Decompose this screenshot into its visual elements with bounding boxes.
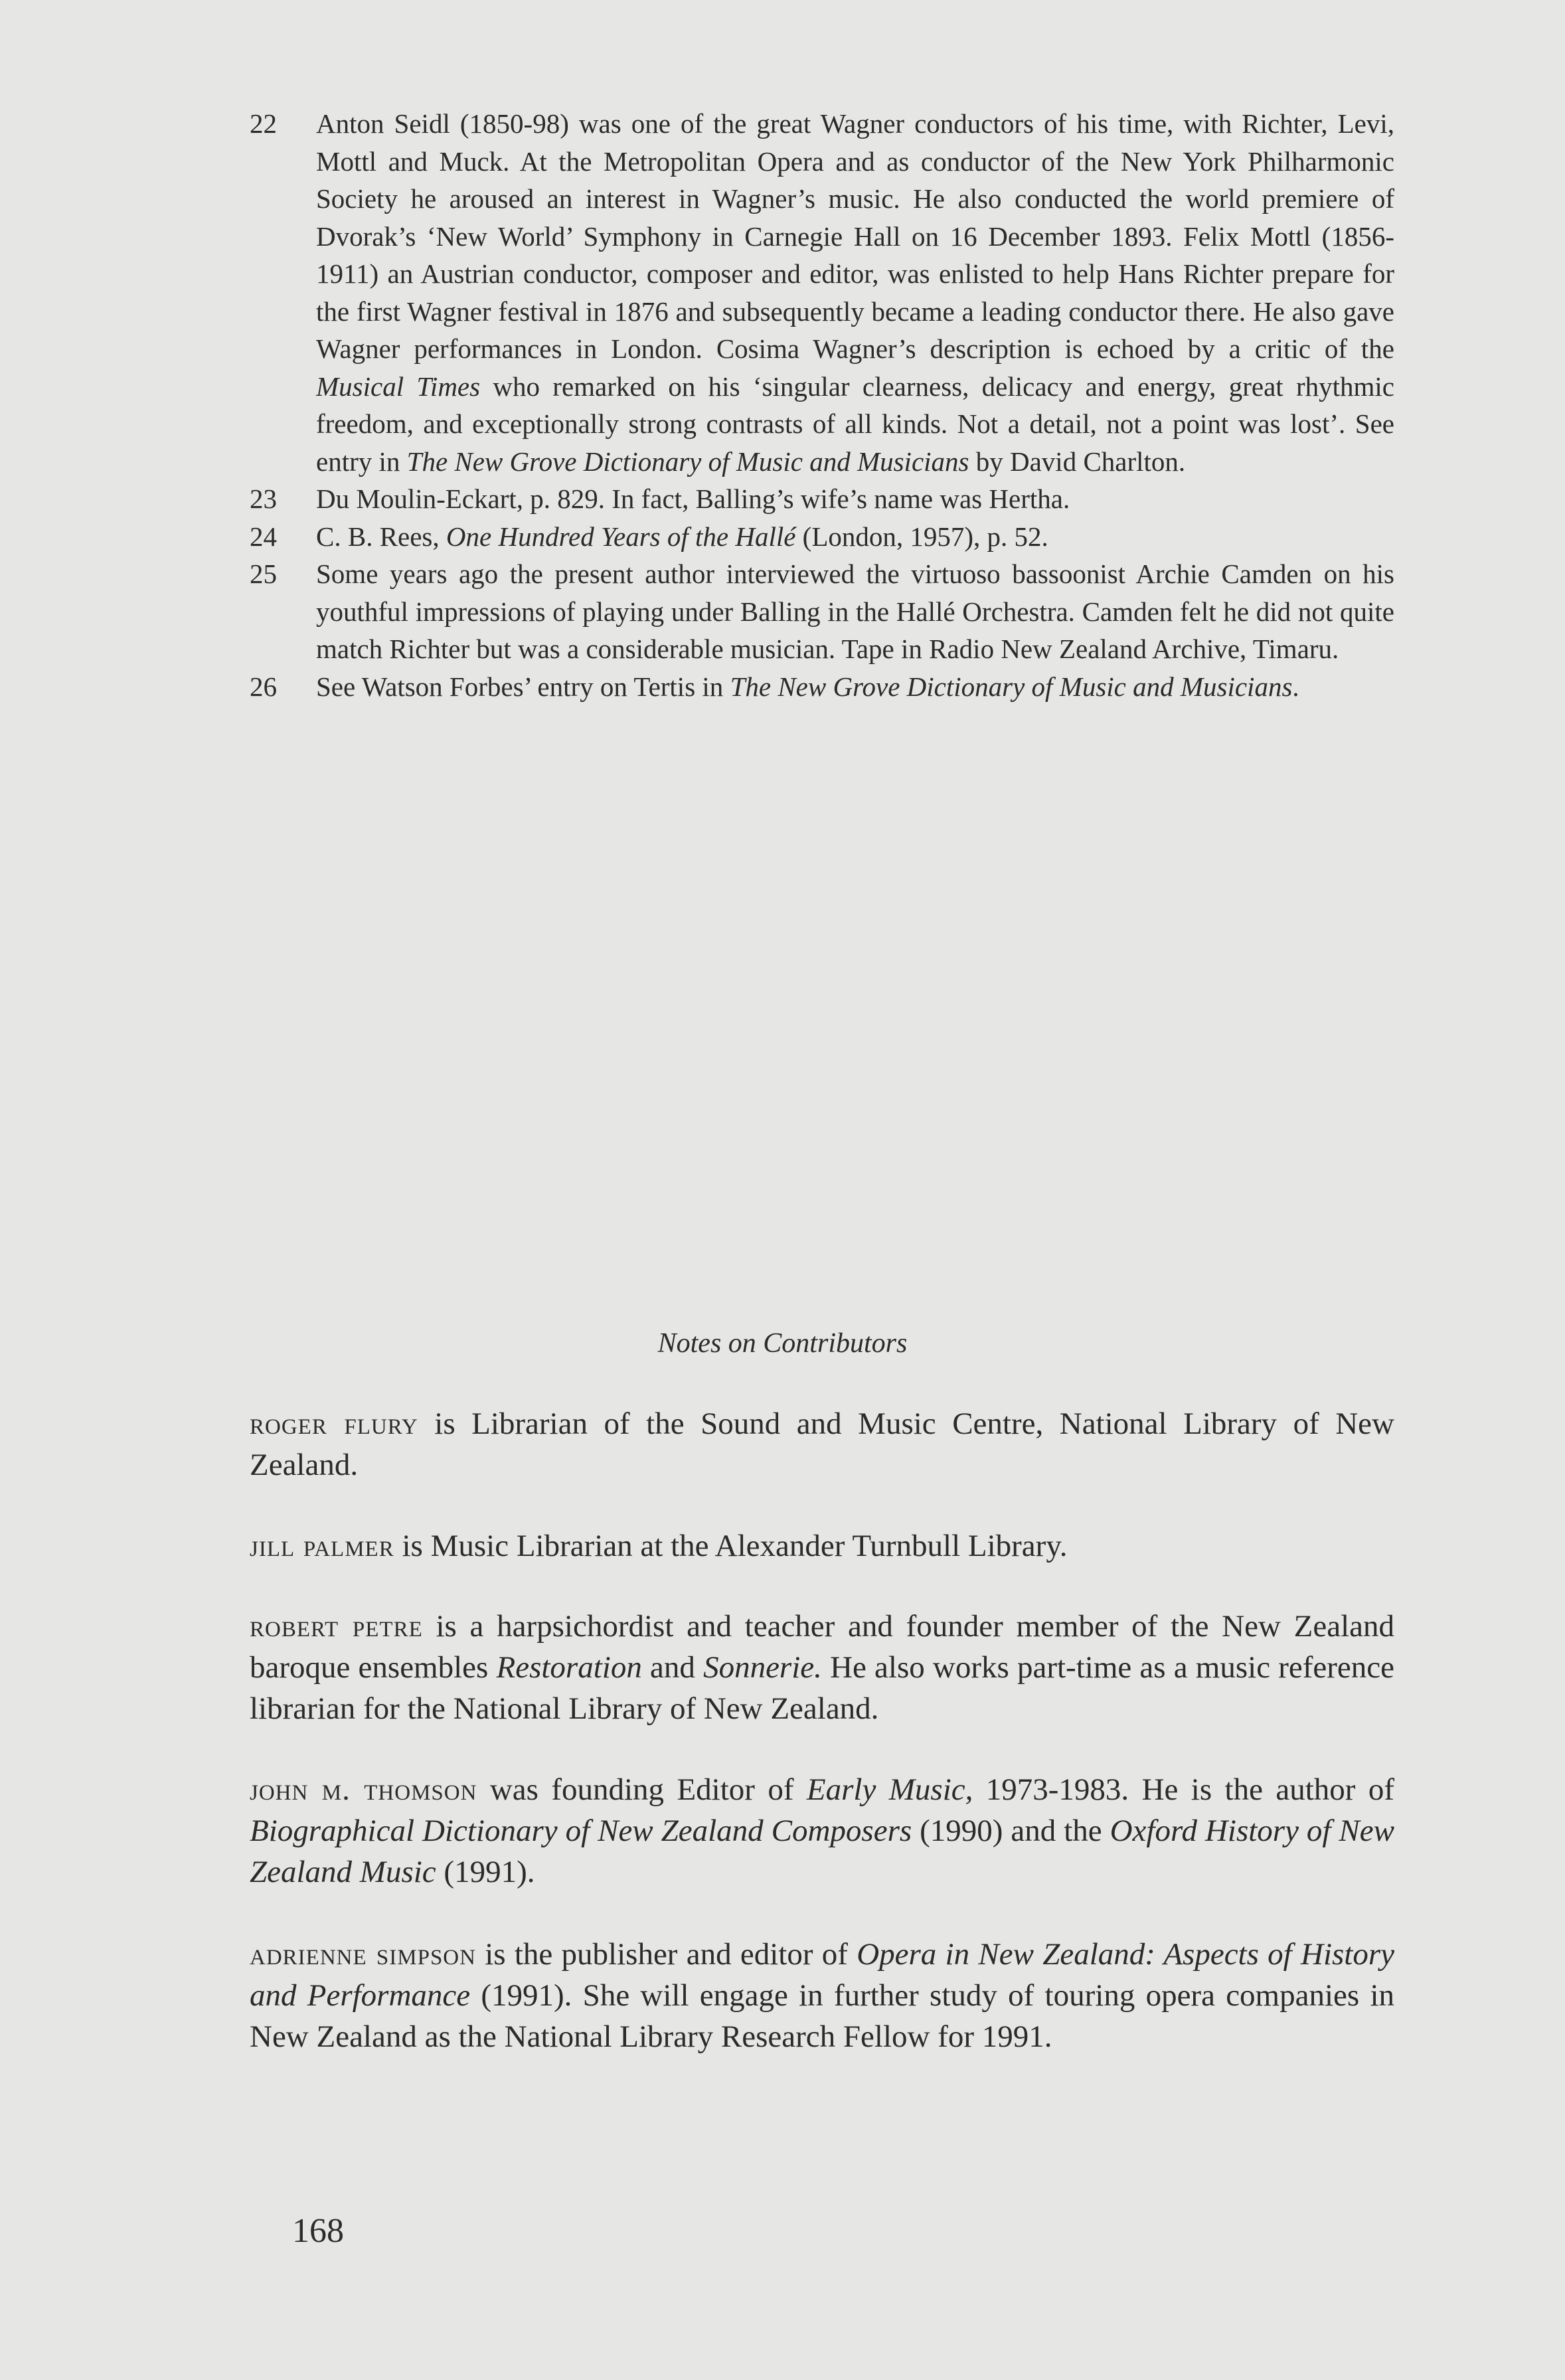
footnote-text: Du Moulin-Eckart, p. 829. In fact, Balling’s wife’s name was Hertha.: [316, 483, 1070, 514]
footnote-24: [250, 518, 1394, 556]
footnote-26: [250, 668, 1394, 706]
contributor-name: john m. thomson: [250, 1772, 477, 1807]
footnote-number: 22: [250, 108, 277, 139]
contributor-entry-flury: roger flury is Librarian of the Sound and Music Centre, National Library of New Zealand.: [250, 1406, 1394, 1482]
contributor-name: adrienne simpson: [250, 1937, 476, 1972]
footnote-text: Some years ago the present author interviewed the virtuoso bassoonist Archie Camden on his youthful impressions of playing under Balling in the Hallé Orchestra. Camden felt he did not quite match Richter but was a considerable musician. Tape in Radio New Zealand Archive, Timaru.: [316, 558, 1394, 664]
footnote-25: [250, 555, 1394, 668]
contributors-heading: Notes on Contributors: [657, 1328, 908, 1359]
footnotes: [250, 105, 1394, 705]
contributor-entry-simpson: adrienne simpson is the publisher and editor of Opera in New Zealand: Aspects of History and Performance (1991). She will engage in further study of touring opera companies in New Zealand as the National Library Research Fellow for 1991.: [250, 1937, 1394, 2054]
contributor-name: roger flury: [250, 1406, 418, 1441]
contributor-name: robert petre: [250, 1609, 423, 1644]
footnote-number: 24: [250, 521, 277, 552]
footnote-23: [250, 480, 1394, 518]
footnote-text: See Watson Forbes’ entry on Tertis in The New Grove Dictionary of Music and Musicians.: [316, 671, 1299, 702]
footnote-text: C. B. Rees, One Hundred Years of the Hallé (London, 1957), p. 52.: [316, 521, 1048, 552]
contributor-entry-petre: robert petre is a harpsichordist and teacher and founder member of the New Zealand baroque ensembles Restoration and Sonnerie. He also works part-time as a music reference librarian for the National Library of New Zealand.: [250, 1609, 1394, 1726]
contributor-entry-palmer: jill palmer is Music Librarian at the Alexander Turnbull Library.: [250, 1529, 1068, 1563]
footnote-number: 25: [250, 558, 277, 589]
footnote-text: Anton Seidl (1850-98) was one of the great Wagner conductors of his time, with Richter, Levi, Mottl and Muck. At the Metropolitan Opera and as conductor of the New York Philharmonic Society he aroused an interest in Wagner’s music. He also conducted the world premiere of Dvorak’s ‘New World’ Symphony in Carnegie Hall on 16 December 1893. Felix Mottl (1856-1911) an Austrian conductor, composer and editor, was enlisted to help Hans Richter prepare for the first Wagner festival in 1876 and subsequently became a leading conductor there. He also gave Wagner performances in London. Cosima Wagner’s description is echoed by a critic of the Musical Times who remarked on his ‘singular clearness, delicacy and energy, great rhythmic freedom, and exceptionally strong contrasts of all kinds. Not a detail, not a point was lost’. See entry in The New Grove Dictionary of Music and Musicians by David Charlton.: [316, 108, 1394, 477]
footnote-22: [250, 105, 1394, 480]
contributor-entry-thomson: john m. thomson was founding Editor of Early Music, 1973-1983. He is the author of Biographical Dictionary of New Zealand Composers (1990) and the Oxford History of New Zealand Music (1991).: [250, 1772, 1395, 1889]
footnote-number: 26: [250, 671, 277, 702]
footnote-number: 23: [250, 483, 277, 514]
page-number: 168: [292, 2212, 344, 2250]
contributor-name: jill palmer: [250, 1529, 394, 1563]
